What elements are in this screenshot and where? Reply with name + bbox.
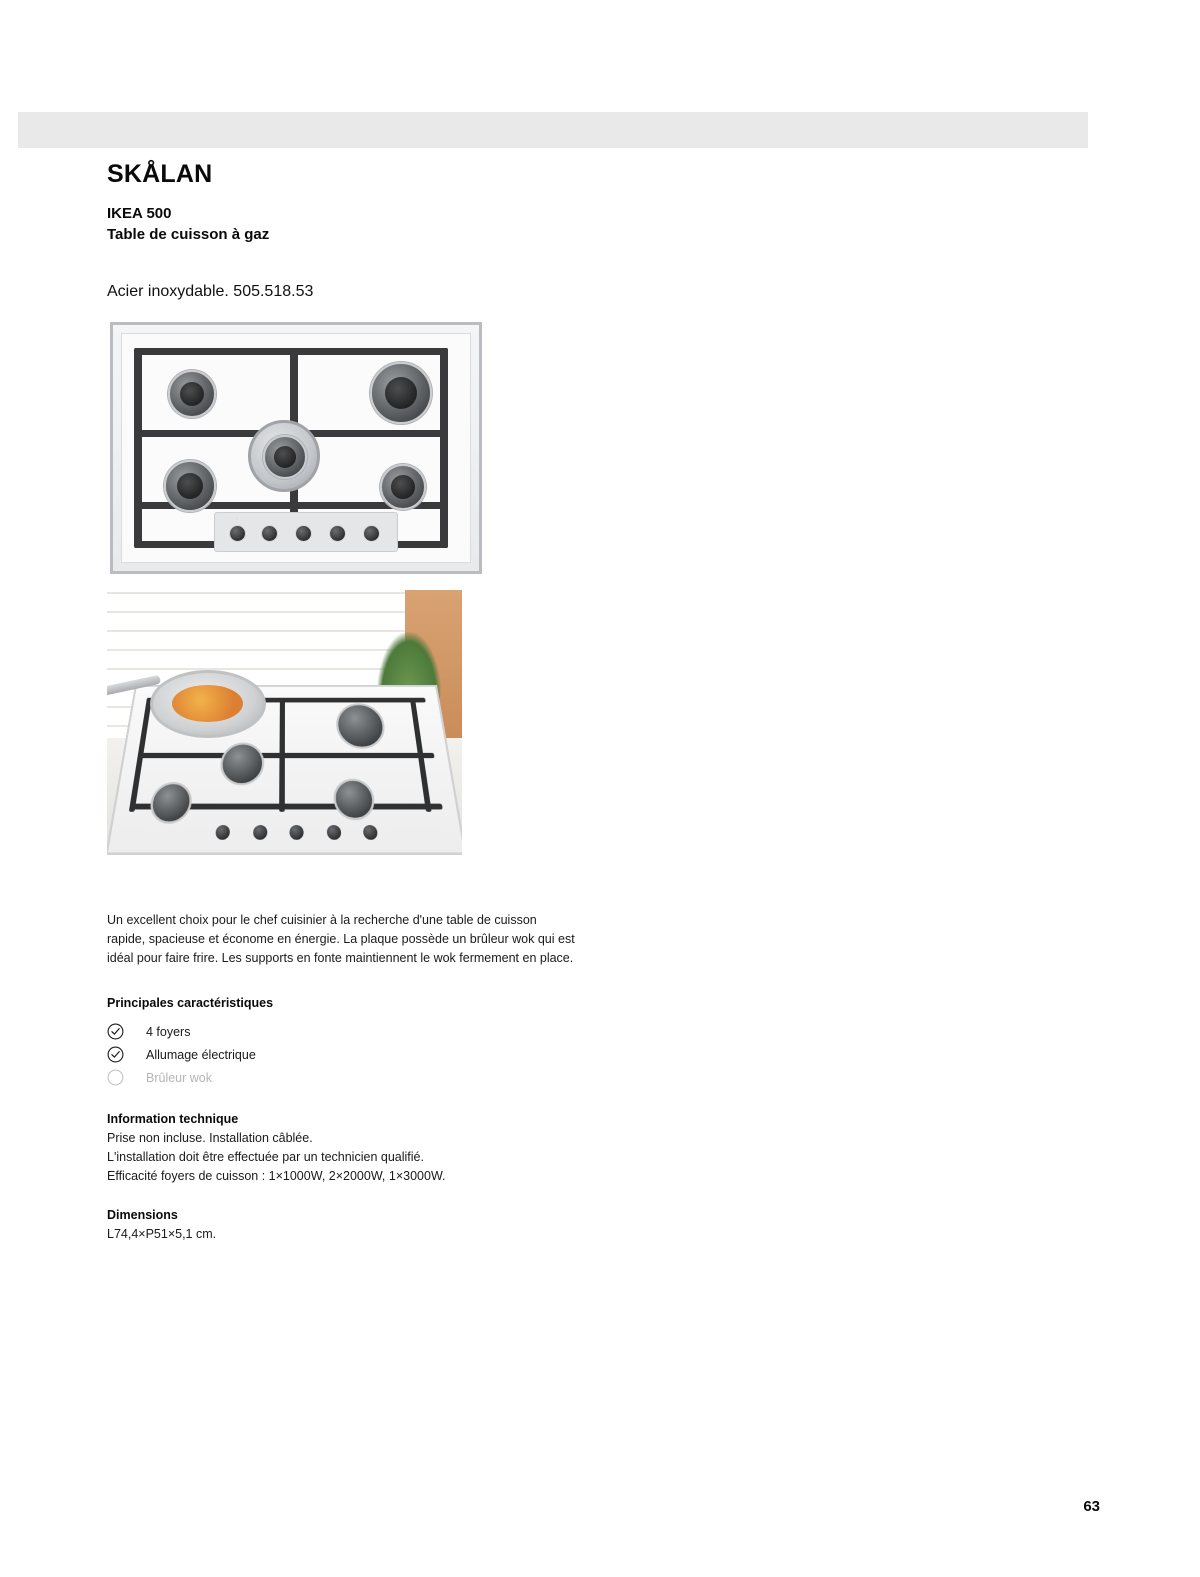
burner-rear-left bbox=[168, 370, 216, 418]
burner-front-right bbox=[333, 779, 377, 821]
empty-circle-icon bbox=[107, 1069, 124, 1086]
check-circle-icon bbox=[107, 1046, 124, 1063]
product-heading-block bbox=[107, 160, 627, 301]
features-section bbox=[107, 996, 547, 1089]
control-knob[interactable] bbox=[364, 826, 379, 841]
technical-title: Information technique bbox=[107, 1112, 239, 1126]
feature-label: Allumage électrique bbox=[146, 1047, 256, 1062]
control-knob[interactable] bbox=[261, 525, 278, 542]
burner-wok-center bbox=[220, 743, 266, 786]
burner-front-left bbox=[148, 783, 194, 825]
product-image-hob bbox=[110, 322, 482, 574]
control-knob[interactable] bbox=[295, 525, 312, 542]
control-knob[interactable] bbox=[216, 826, 231, 841]
feature-label: Brûleur wok bbox=[146, 1070, 212, 1085]
hob-grate-bar bbox=[280, 698, 286, 812]
technical-line: Prise non incluse. Installation câblée. bbox=[107, 1131, 313, 1145]
feature-label: 4 foyers bbox=[146, 1024, 191, 1039]
features-title: Principales caractéristiques bbox=[107, 996, 274, 1010]
header-band bbox=[18, 112, 1088, 148]
technical-section bbox=[107, 1110, 577, 1186]
product-description: Un excellent choix pour le chef cuisinier à la recherche d'une table de cuisson rapide, spacieuse et économe en énergie. La plaque possède un brûleur wok qui est idéal pour faire frire. Les supports en fonte maintiennent le wok fermement en place. bbox=[107, 912, 575, 965]
control-knob-panel: · bbox=[214, 512, 398, 552]
hob-grate-bar bbox=[134, 348, 448, 355]
hob-surface bbox=[121, 333, 471, 563]
control-knob[interactable] bbox=[229, 525, 246, 542]
product-material-code: Acier inoxydable. 505.518.53 bbox=[107, 283, 314, 300]
hob-grate-bar bbox=[440, 348, 448, 548]
control-knob[interactable] bbox=[290, 826, 304, 841]
frying-pan bbox=[150, 670, 266, 738]
hob-grate-bar bbox=[134, 348, 142, 548]
burner-rear-right bbox=[335, 704, 387, 749]
product-series: IKEA 500 bbox=[107, 205, 172, 222]
burner-front-left bbox=[164, 460, 216, 512]
burner-rear-right bbox=[370, 362, 432, 424]
control-knob[interactable] bbox=[327, 826, 342, 841]
wok-burner-core bbox=[263, 435, 307, 479]
list-item bbox=[107, 1020, 547, 1043]
features-list bbox=[107, 1020, 547, 1089]
hob-body bbox=[110, 322, 482, 574]
pan-food bbox=[172, 685, 242, 722]
dimensions-value: L74,4×P51×5,1 cm. bbox=[107, 1227, 217, 1241]
page-number: 63 bbox=[1083, 1498, 1100, 1515]
control-knob[interactable] bbox=[329, 525, 346, 542]
page-title: SKÅLAN bbox=[107, 160, 213, 188]
check-circle-icon bbox=[107, 1023, 124, 1040]
hob-grate-bar bbox=[138, 753, 435, 758]
control-knob[interactable] bbox=[363, 525, 380, 542]
burner-front-right bbox=[380, 464, 426, 510]
list-item bbox=[107, 1043, 547, 1066]
burner-wok-center bbox=[248, 420, 320, 492]
dimensions-section bbox=[107, 1206, 577, 1244]
dimensions-title: Dimensions bbox=[107, 1208, 178, 1222]
control-knob-panel bbox=[216, 826, 371, 841]
technical-line: Efficacité foyers de cuisson : 1×1000W, 2×2000W, 1×3000W. bbox=[107, 1169, 446, 1183]
list-item bbox=[107, 1066, 547, 1089]
technical-line: L'installation doit être effectuée par un technicien qualifié. bbox=[107, 1150, 424, 1164]
product-image-lifestyle bbox=[107, 590, 462, 855]
product-type: Table de cuisson à gaz bbox=[107, 226, 270, 243]
control-knob[interactable] bbox=[253, 826, 267, 841]
